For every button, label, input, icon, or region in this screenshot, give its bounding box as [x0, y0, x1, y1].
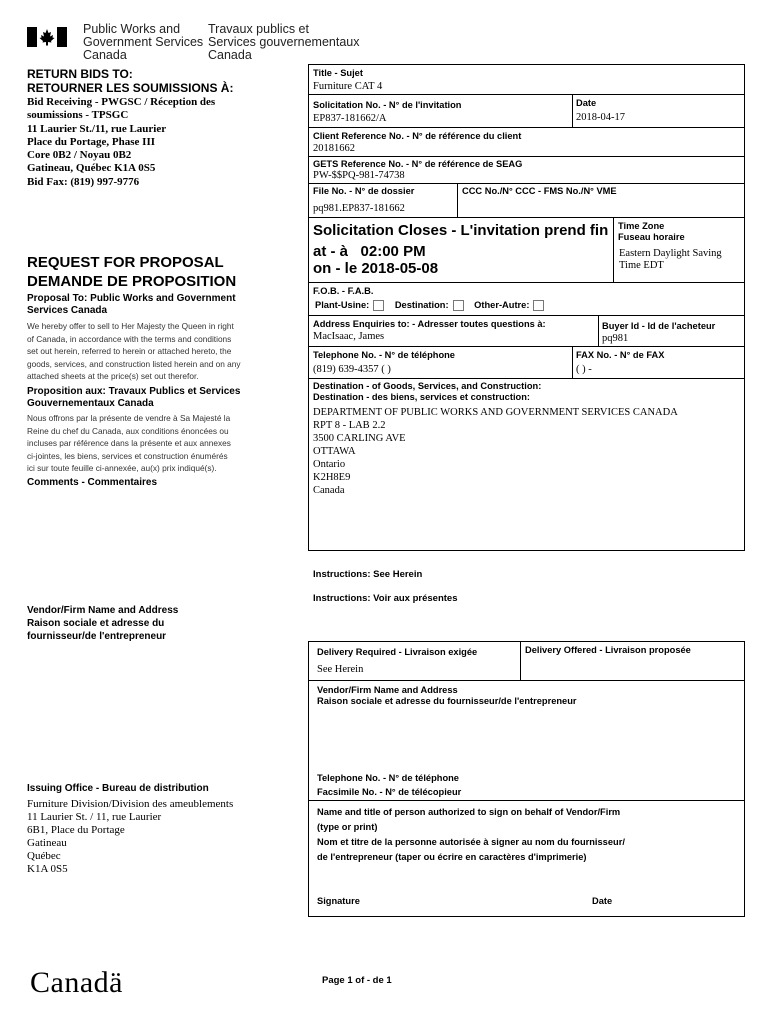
solicitation-closes-label: Solicitation Closes - L'invitation prend fin — [313, 222, 609, 239]
delivery-required-label: Delivery Required - Livraison exigée — [317, 647, 478, 657]
telephone-value: (819) 639-4357 ( ) — [313, 364, 391, 375]
buyer-id-label: Buyer Id - Id de l'acheteur — [602, 321, 716, 331]
issuing-office-address: Furniture Division/Division des ameublements 11 Laurier St. / 11, rue Laurier 6B1, Place du Portage Gatineau Québec K1A 0S5 — [27, 798, 234, 875]
return-bids-title: RETURN BIDS TO: RETOURNER LES SOUMISSIONS À: — [27, 67, 234, 95]
delivery-required-value: See Herein — [317, 664, 364, 675]
canada-wordmark-logo: Canadä — [30, 966, 123, 999]
title-value: Furniture CAT 4 — [313, 81, 383, 92]
canada-flag-icon — [27, 27, 67, 47]
proposition-aux: Proposition aux: Travaux Publics et Services Gouvernementaux Canada — [27, 386, 241, 409]
client-reference-label: Client Reference No. - N° de référence du client — [313, 131, 522, 141]
fax-label: FAX No. - N° de FAX — [576, 350, 665, 360]
closing-time: at - à 02:00 PM — [313, 243, 426, 260]
date-label: Date — [576, 98, 597, 108]
offer-text-en: We hereby offer to sell to Her Majesty the Queen in right of Canada, in accordance with the terms and conditions set out herein, referred to herein or attached hereto, the goods, services, and construction listed herein and on any attached sheets at the price(s) set out therefor. — [27, 321, 241, 381]
time-zone-value: Eastern Daylight Saving Time EDT — [619, 248, 722, 271]
plant-checkbox[interactable] — [373, 300, 384, 311]
destination-label: Destination - of Goods, Services, and Construction: Destination - des biens, services et construction: — [313, 381, 542, 402]
instructions-en: Instructions: See Herein — [313, 569, 423, 580]
file-number-label: File No. - N° de dossier — [313, 186, 415, 196]
address-enquiries-value: MacIsaac, James — [313, 331, 385, 342]
signature-date-label: Date — [592, 896, 613, 906]
vendor-name-label: Vendor/Firm Name and Address Raison sociale et adresse du fournisseur/de l'entrepreneur — [27, 605, 179, 642]
department-name-fr: Travaux publics et Services gouvernementaux Canada — [208, 22, 360, 62]
destination-checkbox[interactable] — [453, 300, 464, 311]
fob-label: F.O.B. - F.A.B. — [313, 286, 374, 296]
comments-label: Comments - Commentaires — [27, 477, 158, 488]
vendor-telephone-fax-label: Telephone No. - N° de téléphone Facsimile No. - N° de télécopieur — [317, 773, 462, 797]
title-label: Title - Sujet — [313, 68, 363, 78]
closing-date: on - le 2018-05-08 — [313, 260, 439, 277]
solicitation-form-box — [308, 64, 745, 551]
offer-text-fr: Nous offrons par la présente de vendre à Sa Majesté la Reine du chef du Canada, aux conditions énoncées ou incluses par référence dans la présente et aux annexes ci-jointes, les biens, services et construction énumérés ici sur toute feuille ci-annexée, au(x) prix indiqué(s). — [27, 413, 231, 473]
gets-reference-value: PW-$$PQ-981-74738 — [313, 170, 405, 181]
time-zone-label: Time Zone Fuseau horaire — [618, 221, 685, 242]
department-name-en: Public Works and Government Services Canada — [83, 22, 204, 62]
proposal-to: Proposal To: Public Works and Government Services Canada — [27, 293, 236, 316]
signature-label: Signature — [317, 896, 360, 906]
authorized-person-label: Name and title of person authorized to sign on behalf of Vendor/Firm (type or print) Nom et titre de la personne autorisée à signer au nom du fournisseur/ de l'entrepreneur (taper ou écrire en caractères d'imprimerie) — [317, 807, 625, 862]
address-enquiries-label: Address Enquiries to: - Adresser toutes questions à: — [313, 319, 546, 329]
solicitation-number-label: Solicitation No. - N° de l'invitation — [313, 100, 462, 110]
fax-value: ( ) - — [576, 364, 592, 375]
fob-options: Plant-Usine: Destination: Other-Autre: — [315, 300, 552, 311]
vendor-form-box — [308, 641, 745, 917]
delivery-offered-label: Delivery Offered - Livraison proposée — [525, 645, 691, 655]
buyer-id-value: pq981 — [602, 333, 629, 344]
date-value: 2018-04-17 — [576, 112, 625, 123]
file-number-value: pq981.EP837-181662 — [313, 203, 405, 214]
document-title: REQUEST FOR PROPOSAL DEMANDE DE PROPOSITION — [27, 254, 237, 290]
instructions-fr: Instructions: Voir aux présentes — [313, 593, 458, 604]
solicitation-number-value: EP837-181662/A — [313, 113, 387, 124]
ccc-number-label: CCC No./N° CCC - FMS No./N° VME — [462, 186, 617, 196]
vendor-firm-label: Vendor/Firm Name and Address Raison sociale et adresse du fournisseur/de l'entrepreneur — [317, 685, 577, 706]
return-bids-address: Bid Receiving - PWGSC / Réception des soumissions - TPSGC 11 Laurier St./11, rue Laurier Place du Portage, Phase III Core 0B2 / Noyau 0B2 Gatineau, Québec K1A 0S5 Bid Fax: (819) 997-9776 — [27, 96, 216, 188]
page-number: Page 1 of - de 1 — [322, 975, 392, 986]
issuing-office-label: Issuing Office - Bureau de distribution — [27, 783, 209, 794]
destination-address: DEPARTMENT OF PUBLIC WORKS AND GOVERNMENT SERVICES CANADA RPT 8 - LAB 2.2 3500 CARLING AVE OTTAWA Ontario K2H8E9 Canada — [313, 407, 678, 496]
other-checkbox[interactable] — [533, 300, 544, 311]
client-reference-value: 20181662 — [313, 143, 355, 154]
gets-reference-label: GETS Reference No. - N° de référence de SEAG — [313, 159, 523, 169]
telephone-label: Telephone No. - N° de téléphone — [313, 350, 455, 360]
